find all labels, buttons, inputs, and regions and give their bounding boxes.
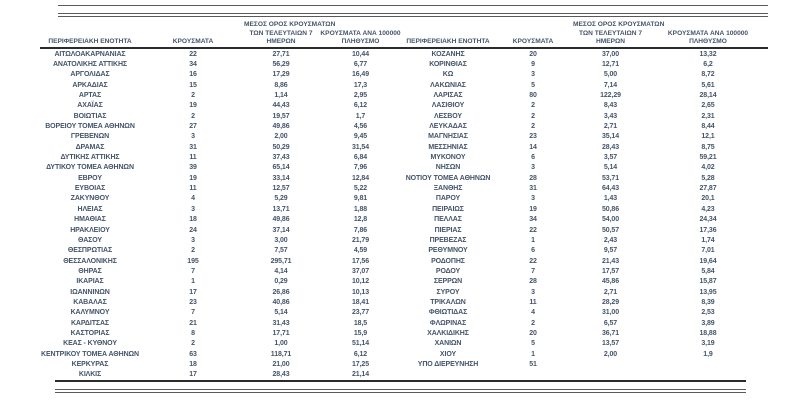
region-name-cell: ΘΕΣΣΑΛΟΝΙΚΗΣ bbox=[63, 257, 117, 265]
region-name-cell: ΝΗΣΩΝ bbox=[435, 164, 461, 172]
cases-cell: 6 bbox=[531, 154, 535, 162]
per100k-cell: 10,12 bbox=[351, 278, 370, 286]
avg7-cell: 50,29 bbox=[272, 143, 290, 151]
region-name-cell: ΔΡΑΜΑΣ bbox=[75, 143, 105, 151]
per100k-cell: 9,81 bbox=[353, 195, 368, 203]
region-name-cell: ΠΙΕΡΙΑΣ bbox=[434, 226, 462, 234]
region-name-cell: ΚΑΒΑΛΑΣ bbox=[73, 298, 107, 306]
cases-cell: 16 bbox=[189, 71, 197, 79]
per100k-cell: 17,56 bbox=[351, 257, 370, 265]
per100k-cell: 8,39 bbox=[701, 298, 715, 306]
per100k-cell: 4,02 bbox=[701, 164, 715, 172]
region-name-cell: ΣΕΡΡΩΝ bbox=[433, 278, 463, 286]
cases-cell: 18 bbox=[189, 216, 197, 224]
region-name-cell: ΚΟΖΑΝΗΣ bbox=[431, 50, 465, 58]
col-header-cases-label: ΚΡΟΥΣΜΑΤΑ bbox=[512, 38, 554, 46]
cases-cell: 24 bbox=[189, 226, 197, 234]
per100k-cell: 8,44 bbox=[701, 123, 715, 131]
avg7-cell: 36,71 bbox=[601, 329, 620, 337]
cases-cell: 11 bbox=[189, 185, 197, 193]
per100k-cell: 1,88 bbox=[353, 205, 368, 213]
avg7-cell: 21,00 bbox=[272, 360, 290, 368]
region-name-cell: ΧΑΝΙΩΝ bbox=[434, 340, 462, 348]
region-name-cell: ΚΕΝΤΡΙΚΟΥ ΤΟΜΕΑ ΑΘΗΝΩΝ bbox=[41, 350, 139, 358]
table-header-row bbox=[38, 20, 403, 47]
avg7-cell: 2,00 bbox=[603, 350, 618, 358]
per100k-cell: 1,9 bbox=[703, 350, 713, 358]
avg7-cell: 37,14 bbox=[272, 226, 290, 234]
cases-cell: 31 bbox=[529, 185, 537, 193]
region-name-cell: ΣΥΡΟΥ bbox=[436, 288, 460, 296]
cases-cell: 195 bbox=[187, 257, 199, 265]
region-name-cell: ΙΩΑΝΝΙΝΩΝ bbox=[70, 288, 110, 296]
region-name-cell: ΚΟΡΙΝΘΙΑΣ bbox=[429, 61, 467, 69]
cases-cell: 20 bbox=[529, 50, 537, 58]
cases-cell: 2 bbox=[191, 247, 195, 255]
avg7-cell: 8,86 bbox=[274, 81, 288, 89]
cases-cell: 4 bbox=[191, 195, 195, 203]
col-header-cases bbox=[142, 20, 244, 47]
per100k-cell: 31,54 bbox=[351, 143, 370, 151]
region-name-cell: ΥΠΟ ΔΙΕΡΕΥΝΗΣΗ bbox=[417, 360, 479, 368]
region-name-cell: ΘΕΣΠΡΩΤΙΑΣ bbox=[67, 247, 113, 255]
avg7-cell: 13,57 bbox=[601, 340, 620, 348]
per100k-cell: 59,21 bbox=[699, 154, 717, 162]
avg7-cell: 64,43 bbox=[601, 185, 620, 193]
col-header-per100k: ΚΡΟΥΣΜΑΤΑ ΑΝΑ 100000 ΠΛΗΘΥΣΜΟ bbox=[667, 29, 749, 46]
cases-cell: 3 bbox=[191, 236, 195, 244]
per100k-cell: 4,59 bbox=[353, 247, 368, 255]
avg7-cell: 295,71 bbox=[270, 257, 292, 265]
avg7-cell: 56,29 bbox=[272, 61, 290, 69]
per100k-cell: 5,61 bbox=[701, 81, 715, 89]
cases-cell: 19 bbox=[189, 174, 197, 182]
per100k-cell: 15,87 bbox=[699, 278, 717, 286]
per100k-cell: 12,84 bbox=[351, 174, 370, 182]
avg7-cell: 33,14 bbox=[272, 174, 290, 182]
per100k-cell: 1,74 bbox=[701, 236, 715, 244]
cases-cell: 6 bbox=[531, 247, 535, 255]
avg7-cell bbox=[573, 359, 648, 369]
per100k-cell: 15,9 bbox=[353, 329, 368, 337]
avg7-cell: 5,14 bbox=[274, 309, 288, 317]
cases-cell: 11 bbox=[189, 154, 197, 162]
cases-cell: 3 bbox=[531, 71, 535, 79]
per100k-cell: 3,19 bbox=[701, 340, 715, 348]
region-name-cell: ΚΙΛΚΙΣ bbox=[78, 371, 102, 379]
cases-cell: 39 bbox=[189, 164, 197, 172]
cases-cell: 5 bbox=[531, 340, 535, 348]
region-name-cell: ΤΡΙΚΑΛΩΝ bbox=[430, 298, 466, 306]
avg7-cell: 7,57 bbox=[274, 247, 288, 255]
cases-cell: 3 bbox=[531, 195, 535, 203]
region-name-cell: ΛΑΡΙΣΑΣ bbox=[433, 92, 463, 100]
per100k-cell: 18,88 bbox=[699, 329, 717, 337]
per100k-cell: 10,44 bbox=[351, 50, 370, 58]
avg7-cell: 1,00 bbox=[274, 340, 288, 348]
col-header-region bbox=[403, 20, 493, 47]
avg7-cell: 17,57 bbox=[601, 267, 620, 275]
avg7-cell: 5,00 bbox=[603, 71, 618, 79]
table-body-left bbox=[38, 49, 403, 380]
cases-cell: 34 bbox=[529, 216, 537, 224]
per100k-cell: 24,34 bbox=[699, 216, 717, 224]
per100k-cell: 17,25 bbox=[351, 360, 370, 368]
region-name-cell: ΧΙΟΥ bbox=[439, 350, 457, 358]
avg7-cell: 28,43 bbox=[272, 371, 290, 379]
col-header-region-label: ΠΕΡΙΦΕΡΕΙΑΚΗ ΕΝΟΤΗΤΑ bbox=[48, 38, 132, 46]
avg7-cell: 21,43 bbox=[601, 257, 620, 265]
cases-cell: 1 bbox=[531, 350, 535, 358]
cases-cell: 19 bbox=[529, 205, 537, 213]
cases-cell: 2 bbox=[191, 112, 195, 120]
avg7-cell: 27,71 bbox=[272, 50, 290, 58]
region-name-cell: ΓΡΕΒΕΝΩΝ bbox=[70, 133, 110, 141]
per100k-cell: 21,79 bbox=[351, 236, 370, 244]
avg7-cell: 2,71 bbox=[603, 288, 618, 296]
avg7-cell: 28,43 bbox=[601, 143, 620, 151]
col-header-region bbox=[38, 20, 142, 47]
avg7-cell: 5,14 bbox=[603, 164, 618, 172]
per100k-cell: 8,75 bbox=[701, 143, 715, 151]
avg7-cell: 28,29 bbox=[601, 298, 620, 306]
avg7-cell: 31,43 bbox=[272, 319, 290, 327]
avg7-cell: 1,14 bbox=[274, 92, 288, 100]
region-name-cell: ΦΛΩΡΙΝΑΣ bbox=[429, 319, 467, 327]
per100k-cell: 6,77 bbox=[353, 61, 368, 69]
region-name-cell: ΕΥΒΟΙΑΣ bbox=[74, 185, 106, 193]
region-name-cell: ΡΟΔΟΥ bbox=[435, 267, 461, 275]
region-name-cell: ΞΑΝΘΗΣ bbox=[433, 185, 463, 193]
avg7-cell: 50,86 bbox=[601, 205, 620, 213]
avg7-cell: 0,29 bbox=[274, 278, 288, 286]
avg7-cell: 3,57 bbox=[603, 154, 618, 162]
avg7-cell: 31,00 bbox=[601, 309, 620, 317]
cases-cell: 1 bbox=[191, 278, 195, 286]
region-name-cell: ΒΟΡΕΙΟΥ ΤΟΜΕΑ ΑΘΗΝΩΝ bbox=[45, 123, 135, 131]
per100k-cell: 6,12 bbox=[353, 350, 368, 358]
regional-table-left bbox=[38, 0, 403, 420]
cases-cell: 21 bbox=[189, 319, 197, 327]
cases-cell: 2 bbox=[191, 92, 195, 100]
region-name-cell: ΗΛΕΙΑΣ bbox=[77, 205, 103, 213]
per100k-cell: 20,1 bbox=[701, 195, 715, 203]
region-name-cell: ΒΟΙΩΤΙΑΣ bbox=[73, 112, 107, 120]
avg7-cell: 26,86 bbox=[272, 288, 290, 296]
cases-cell: 7 bbox=[191, 267, 195, 275]
region-name-cell: ΔΥΤΙΚΟΥ ΤΟΜΕΑ ΑΘΗΝΩΝ bbox=[46, 164, 134, 172]
per100k-cell: 2,53 bbox=[701, 309, 715, 317]
avg7-cell: 37,43 bbox=[272, 154, 290, 162]
cases-cell: 22 bbox=[189, 50, 197, 58]
avg7-cell: 2,43 bbox=[603, 236, 618, 244]
region-name-cell: ΘΑΣΟΥ bbox=[78, 236, 102, 244]
cases-cell: 17 bbox=[189, 371, 197, 379]
cases-cell: 11 bbox=[529, 298, 537, 306]
cases-cell: 22 bbox=[529, 257, 537, 265]
cases-cell: 31 bbox=[189, 143, 197, 151]
per100k-cell: 2,95 bbox=[353, 92, 368, 100]
avg7-cell: 40,86 bbox=[272, 298, 290, 306]
region-name-cell: ΗΡΑΚΛΕΙΟΥ bbox=[70, 226, 110, 234]
cases-cell: 18 bbox=[189, 360, 197, 368]
region-name-cell: ΔΥΤΙΚΗΣ ΑΤΤΙΚΗΣ bbox=[60, 154, 120, 162]
avg7-cell: 9,57 bbox=[603, 247, 618, 255]
cases-cell: 2 bbox=[531, 123, 535, 131]
col-header-cases-label: ΚΡΟΥΣΜΑΤΑ bbox=[172, 38, 214, 46]
region-name-cell: ΠΡΕΒΕΖΑΣ bbox=[429, 236, 467, 244]
region-name-cell: ΕΒΡΟΥ bbox=[78, 174, 102, 182]
avg7-cell: 35,14 bbox=[601, 133, 620, 141]
col-header-avg7: ΜΕΣΟΣ ΟΡΟΣ ΚΡΟΥΣΜΑΤΩΝ ΤΩΝ ΤΕΛΕΥΤΑΙΩΝ 7 ΗΜΕΡΩΝ bbox=[573, 21, 665, 46]
per100k-cell: 21,14 bbox=[351, 371, 370, 379]
per100k-cell: 28,14 bbox=[699, 92, 717, 100]
per100k-cell: 5,28 bbox=[701, 174, 715, 182]
region-name-cell: ΡΕΘΥΜΝΟΥ bbox=[428, 247, 468, 255]
region-name-cell: ΛΕΥΚΑΔΑΣ bbox=[429, 123, 467, 131]
per100k-cell: 3,89 bbox=[701, 319, 715, 327]
per100k-cell: 10,13 bbox=[351, 288, 370, 296]
per100k-cell: 13,95 bbox=[699, 288, 717, 296]
cases-cell: 9 bbox=[531, 61, 535, 69]
avg7-cell: 54,00 bbox=[601, 216, 620, 224]
cases-cell: 8 bbox=[191, 329, 195, 337]
avg7-cell: 53,71 bbox=[601, 174, 620, 182]
avg7-cell: 7,14 bbox=[603, 81, 618, 89]
cases-cell: 1 bbox=[531, 236, 535, 244]
cases-cell: 14 bbox=[529, 143, 537, 151]
avg7-cell: 1,43 bbox=[603, 195, 618, 203]
avg7-cell: 44,43 bbox=[272, 102, 290, 110]
region-name-cell: ΛΑΚΩΝΙΑΣ bbox=[430, 81, 466, 89]
avg7-cell: 17,29 bbox=[272, 71, 290, 79]
per100k-cell: 4,56 bbox=[353, 123, 368, 131]
per100k-cell: 17,3 bbox=[353, 81, 368, 89]
per100k-cell: 27,87 bbox=[699, 185, 717, 193]
per100k-cell: 16,49 bbox=[351, 71, 370, 79]
region-name-cell: ΑΡΚΑΔΙΑΣ bbox=[72, 81, 108, 89]
cases-cell: 34 bbox=[189, 61, 197, 69]
region-name-cell: ΘΗΡΑΣ bbox=[78, 267, 102, 275]
region-name-cell: ΑΧΑΪΑΣ bbox=[77, 102, 103, 110]
cases-cell: 3 bbox=[191, 133, 195, 141]
cases-cell: 22 bbox=[529, 226, 537, 234]
per100k-cell: 51,14 bbox=[351, 340, 370, 348]
region-name-cell: ΚΕΡΚΥΡΑΣ bbox=[71, 360, 109, 368]
per100k-cell: 1,7 bbox=[355, 112, 366, 120]
cases-cell: 20 bbox=[529, 329, 537, 337]
cases-cell: 17 bbox=[189, 288, 197, 296]
cases-cell: 28 bbox=[529, 174, 537, 182]
region-name-cell: ΦΘΙΩΤΙΔΑΣ bbox=[428, 309, 468, 317]
region-name-cell: ΧΑΛΚΙΔΙΚΗΣ bbox=[427, 329, 469, 337]
col-header-region-label: ΠΕΡΙΦΕΡΕΙΑΚΗ ΕΝΟΤΗΤΑ bbox=[406, 38, 490, 46]
per100k-cell: 13,32 bbox=[699, 50, 717, 58]
avg7-cell: 12,71 bbox=[601, 61, 620, 69]
cases-cell: 3 bbox=[531, 288, 535, 296]
col-header-avg7: ΜΕΣΟΣ ΟΡΟΣ ΚΡΟΥΣΜΑΤΩΝ ΤΩΝ ΤΕΛΕΥΤΑΙΩΝ 7 ΗΜΕΡΩΝ bbox=[244, 21, 336, 46]
cases-cell: 3 bbox=[531, 164, 535, 172]
per100k-cell: 4,23 bbox=[701, 205, 715, 213]
region-name-cell: ΜΕΣΣΗΝΙΑΣ bbox=[428, 143, 468, 151]
region-name-cell: ΛΑΣΙΘΙΟΥ bbox=[431, 102, 465, 110]
avg7-cell: 8,43 bbox=[603, 102, 618, 110]
table-body-right bbox=[403, 49, 768, 370]
cases-cell: 2 bbox=[531, 319, 535, 327]
cases-cell: 7 bbox=[191, 309, 195, 317]
region-name-cell: ΑΙΤΩΛΟΑΚΑΡΝΑΝΙΑΣ bbox=[54, 50, 126, 58]
cases-cell: 27 bbox=[189, 123, 197, 131]
cases-cell: 3 bbox=[191, 205, 195, 213]
region-name-cell: ΑΝΑΤΟΛΙΚΗΣ ΑΤΤΙΚΗΣ bbox=[52, 61, 128, 69]
cases-cell: 63 bbox=[189, 350, 197, 358]
avg7-cell: 2,71 bbox=[603, 123, 618, 131]
region-name-cell: ΚΑΡΔΙΤΣΑΣ bbox=[70, 319, 110, 327]
per100k-cell: 9,45 bbox=[353, 133, 368, 141]
region-name-cell: ΚΕΑΣ - ΚΥΘΝΟΥ bbox=[63, 340, 117, 348]
cases-cell: 28 bbox=[529, 278, 537, 286]
region-name-cell: ΑΡΓΟΛΙΔΑΣ bbox=[70, 71, 110, 79]
avg7-cell: 118,71 bbox=[270, 350, 292, 358]
region-name-cell: ΚΩ bbox=[442, 71, 454, 79]
region-name-cell: ΡΟΔΟΠΗΣ bbox=[431, 257, 465, 265]
col-header-per100k: ΚΡΟΥΣΜΑΤΑ ΑΝΑ 100000 ΠΛΗΘΥΣΜΟ bbox=[320, 29, 401, 46]
cases-cell: 51 bbox=[529, 360, 537, 368]
per100k-cell: 6,2 bbox=[703, 61, 713, 69]
avg7-cell: 17,71 bbox=[272, 329, 290, 337]
per100k-cell: 6,12 bbox=[353, 102, 368, 110]
per100k-cell: 7,01 bbox=[701, 247, 715, 255]
per100k-cell: 23,77 bbox=[351, 309, 370, 317]
avg7-cell: 6,57 bbox=[603, 319, 618, 327]
region-name-cell: ΜΑΓΝΗΣΙΑΣ bbox=[428, 133, 468, 141]
cases-cell: 5 bbox=[531, 81, 535, 89]
cases-cell: 23 bbox=[189, 298, 197, 306]
per100k-cell: 2,31 bbox=[701, 112, 715, 120]
per100k-cell: 17,36 bbox=[699, 226, 717, 234]
region-name-cell: ΝΟΤΙΟΥ ΤΟΜΕΑ ΑΘΗΝΩΝ bbox=[405, 174, 491, 182]
region-name-cell: ΚΑΛΥΜΝΟΥ bbox=[70, 309, 110, 317]
region-name-cell: ΑΡΤΑΣ bbox=[78, 92, 102, 100]
avg7-cell: 37,00 bbox=[601, 50, 620, 58]
per100k-cell: 5,22 bbox=[353, 185, 368, 193]
avg7-cell: 5,29 bbox=[274, 195, 288, 203]
region-name-cell: ΠΕΙΡΑΙΩΣ bbox=[432, 205, 464, 213]
region-name-cell: ΠΕΛΛΑΣ bbox=[434, 216, 462, 224]
per100k-cell: 37,07 bbox=[351, 267, 370, 275]
avg7-cell: 49,86 bbox=[272, 216, 290, 224]
cases-cell: 15 bbox=[189, 81, 197, 89]
region-name-cell: ΗΜΑΘΙΑΣ bbox=[74, 216, 106, 224]
cases-cell: 19 bbox=[189, 102, 197, 110]
cases-cell: 7 bbox=[531, 267, 535, 275]
region-name-cell: ΠΑΡΟΥ bbox=[435, 195, 461, 203]
avg7-cell: 122,29 bbox=[600, 92, 621, 100]
per100k-cell: 8,72 bbox=[701, 71, 715, 79]
cases-cell: 2 bbox=[531, 112, 535, 120]
avg7-cell: 19,57 bbox=[272, 112, 290, 120]
region-name-cell: ΖΑΚΥΝΘΟΥ bbox=[70, 195, 110, 203]
region-name-cell: ΜΥΚΟΝΟΥ bbox=[430, 154, 466, 162]
per100k-cell: 6,84 bbox=[353, 154, 368, 162]
avg7-cell: 12,57 bbox=[272, 185, 290, 193]
avg7-cell: 50,57 bbox=[601, 226, 620, 234]
per100k-cell: 12,8 bbox=[353, 216, 368, 224]
cases-cell: 2 bbox=[531, 102, 535, 110]
per100k-cell: 19,64 bbox=[699, 257, 717, 265]
avg7-cell: 13,71 bbox=[272, 205, 290, 213]
avg7-cell: 45,86 bbox=[601, 278, 620, 286]
region-name-cell: ΙΚΑΡΙΑΣ bbox=[76, 278, 104, 286]
avg7-cell: 3,00 bbox=[274, 236, 288, 244]
avg7-cell: 3,43 bbox=[603, 112, 618, 120]
avg7-cell: 65,14 bbox=[272, 164, 290, 172]
per100k-cell bbox=[648, 359, 768, 369]
cases-cell: 4 bbox=[531, 309, 535, 317]
per100k-cell: 7,86 bbox=[353, 226, 368, 234]
avg7-cell: 2,00 bbox=[274, 133, 288, 141]
per100k-cell: 2,65 bbox=[701, 102, 715, 110]
avg7-cell: 49,86 bbox=[272, 123, 290, 131]
col-header-cases bbox=[493, 20, 573, 47]
per100k-cell: 18,5 bbox=[353, 319, 368, 327]
per100k-cell: 18,41 bbox=[351, 298, 370, 306]
table-header-row bbox=[403, 20, 768, 47]
per100k-cell: 5,84 bbox=[701, 267, 715, 275]
avg7-cell: 4,14 bbox=[274, 267, 288, 275]
region-name-cell: ΚΑΣΤΟΡΙΑΣ bbox=[70, 329, 110, 337]
cases-cell: 23 bbox=[529, 133, 537, 141]
region-name-cell: ΛΕΣΒΟΥ bbox=[434, 112, 462, 120]
cases-cell: 80 bbox=[529, 92, 537, 100]
per100k-cell: 7,96 bbox=[353, 164, 368, 172]
cases-cell: 2 bbox=[191, 340, 195, 348]
per100k-cell: 12,1 bbox=[701, 133, 715, 141]
regional-table-right bbox=[403, 0, 768, 420]
